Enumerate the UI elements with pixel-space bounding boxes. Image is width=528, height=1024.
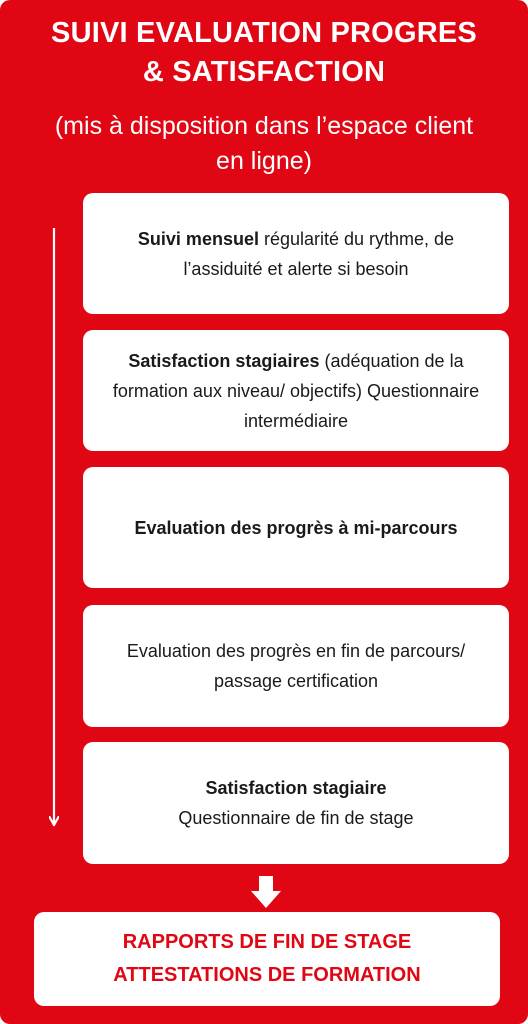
step-description: Evaluation des progrès en fin de parcours/ passage certification [126,641,466,691]
step-description: (adéquation de la formation aux niveau/ objectifs) Questionnaire intermédiaire [112,350,480,431]
final-output-box [34,912,500,1006]
step-text [123,636,469,696]
step-heading: Satisfaction stagiaires [128,350,320,371]
step-box-trainee-satisfaction [83,330,509,451]
step-heading: Satisfaction stagiaire [205,778,387,798]
step-description: Questionnaire de fin de stage [178,808,414,828]
step-description: régularité du rythme, de l’assiduité et alerte si besoin [183,228,455,279]
step-text [134,513,457,543]
step-box-final-satisfaction [83,742,509,864]
page-title [0,14,528,92]
step-heading: Suivi mensuel [137,228,259,249]
step-box-midway-evaluation [83,467,509,588]
title-line-2: & SATISFACTION [142,56,386,88]
step-text [178,773,413,833]
final-line-reports: RAPPORTS DE FIN DE STAGE [122,931,412,953]
step-heading: Evaluation des progrès à mi-parcours [134,517,458,538]
subtitle-line-1: (mis à disposition dans l’espace client [54,112,474,140]
step-box-final-evaluation [83,605,509,727]
timeline-down-arrow-icon [49,228,59,828]
page-subtitle [0,109,528,179]
subtitle-line-2: en ligne) [216,147,312,175]
title-line-1: SUIVI EVALUATION PROGRES [51,17,477,49]
step-text [97,224,495,284]
step-box-monthly-follow-up [83,193,509,314]
step-text [97,346,495,436]
block-down-arrow-icon [251,876,281,908]
final-line-certificates: ATTESTATIONS DE FORMATION [113,964,421,986]
